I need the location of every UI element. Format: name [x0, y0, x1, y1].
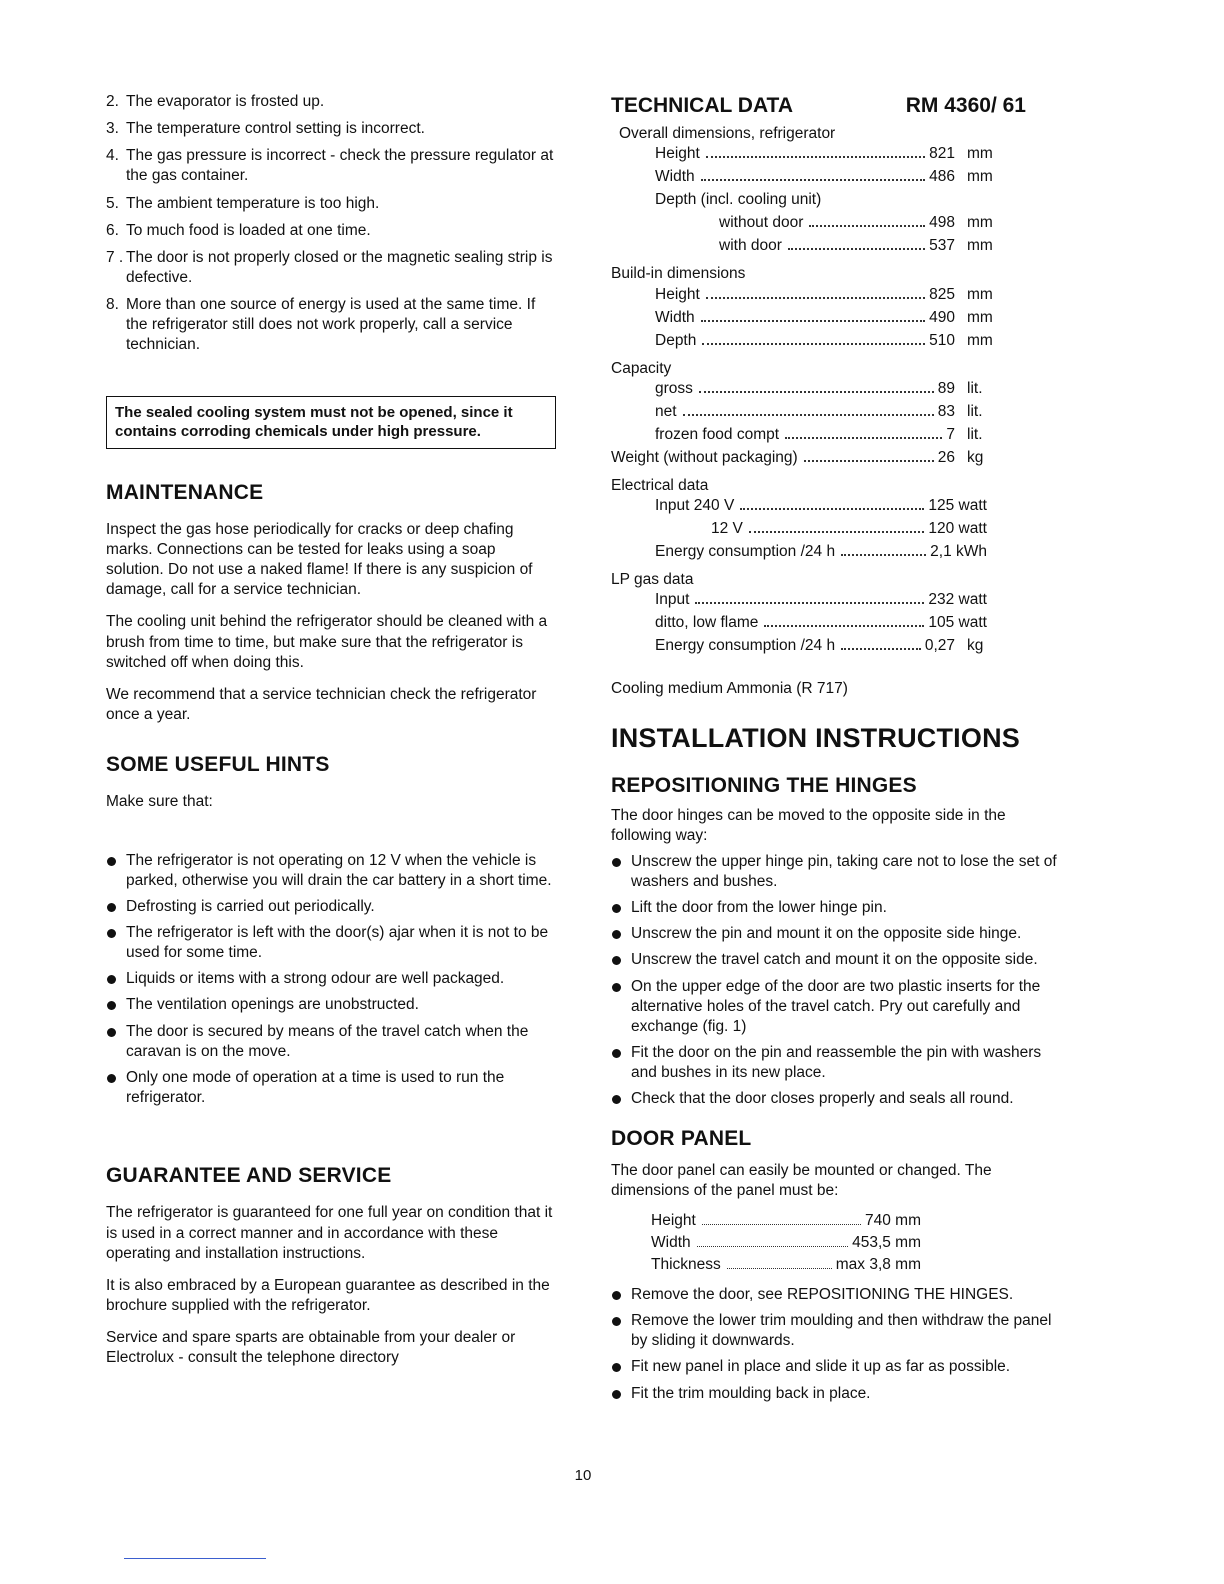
- spec-value: 490: [929, 308, 955, 326]
- hints-heading: SOME USEFUL HINTS: [106, 753, 330, 777]
- spec-unit: mm: [967, 285, 993, 303]
- spec-group-title: LP gas data: [611, 570, 694, 588]
- electrical-data: [611, 476, 1061, 565]
- spec-value: 510: [929, 331, 955, 349]
- spec-row: [611, 496, 987, 519]
- list-item: The refrigerator is left with the door(s) ajar when it is not to be used for some time.: [106, 923, 556, 963]
- spec-row: [611, 613, 987, 636]
- door-panel-intro: The door panel can easily be mounted or changed. The dimensions of the panel must be:: [611, 1161, 992, 1199]
- panel-dimensions: [611, 1211, 921, 1277]
- spec-value: 232 watt: [928, 591, 987, 608]
- spec-row: [611, 190, 1011, 213]
- spec-row: [611, 379, 1011, 402]
- list-item: [106, 119, 556, 139]
- spec-unit: mm: [967, 308, 993, 326]
- spec-label: ditto, low flame: [655, 614, 759, 631]
- spec-value: 740 mm: [865, 1211, 921, 1229]
- maintenance-paragraph: We recommend that a service technician check the refrigerator once a year.: [106, 685, 537, 723]
- spec-label: Energy consumption /24 h: [655, 637, 836, 654]
- footer-rule: [124, 1558, 266, 1559]
- maintenance-paragraph: The cooling unit behind the refrigerator should be cleaned with a brush from time to time, but make sure that the refrigerator is switched off when doing this.: [106, 613, 548, 671]
- list-item: Unscrew the pin and mount it on the opposite side hinge.: [611, 924, 1061, 944]
- spec-label: Weight (without packaging): [611, 448, 798, 466]
- warning-box: The sealed cooling system must not be opened, since it contains corroding chemicals under high pressure.: [106, 396, 556, 449]
- spec-group-title: Overall dimensions, refrigerator: [619, 125, 836, 143]
- list-item: Remove the door, see REPOSITIONING THE HINGES.: [611, 1285, 1061, 1305]
- item-number: 7 .: [106, 248, 124, 266]
- spec-value: 537: [929, 237, 955, 255]
- lp-gas-data: [611, 570, 1061, 659]
- installation-heading: INSTALLATION INSTRUCTIONS: [611, 723, 1020, 754]
- spec-value: 453,5 mm: [852, 1233, 921, 1251]
- spec-value: 89: [937, 379, 955, 397]
- spec-value: 7: [946, 425, 955, 443]
- guarantee-paragraph: It is also embraced by a European guarantee as described in the brochure supplied with the refrigerator.: [106, 1276, 550, 1314]
- spec-label: Thickness: [651, 1255, 721, 1273]
- troubleshooting-list: [106, 92, 556, 356]
- spec-unit: lit.: [967, 402, 983, 420]
- spec-row: [611, 144, 1011, 167]
- item-number: 6.: [106, 221, 119, 239]
- spec-label: Energy consumption /24 h: [655, 542, 836, 560]
- item-text: The evaporator is frosted up.: [126, 93, 325, 110]
- list-item: Defrosting is carried out periodically.: [106, 897, 556, 917]
- item-number: 4.: [106, 147, 119, 165]
- spec-unit: kg: [967, 637, 984, 654]
- list-item: [106, 221, 556, 241]
- page-number: 10: [574, 1467, 592, 1484]
- spec-unit: lit.: [967, 379, 983, 397]
- list-item: The ventilation openings are unobstructed.: [106, 995, 556, 1015]
- list-item: The door is secured by means of the travel catch when the caravan is on the move.: [106, 1022, 556, 1062]
- spec-group-title: Capacity: [611, 359, 672, 377]
- spec-row: [611, 636, 1011, 659]
- spec-label: 12 V: [711, 519, 743, 537]
- item-text: The gas pressure is incorrect - check the pressure regulator at the gas container.: [126, 147, 554, 185]
- list-item: [106, 295, 556, 355]
- spec-unit: mm: [967, 168, 993, 186]
- spec-row: [611, 236, 1011, 259]
- spec-row: [611, 402, 1011, 425]
- list-item: [106, 194, 556, 214]
- technical-data-header: [611, 92, 1026, 119]
- spec-value: 825: [929, 285, 955, 303]
- spec-unit: mm: [967, 331, 993, 349]
- spec-unit: mm: [967, 237, 993, 255]
- spec-label: frozen food compt: [655, 425, 780, 443]
- spec-row: [651, 1255, 921, 1277]
- hinges-intro: The door hinges can be moved to the opposite side in the following way:: [611, 806, 1006, 844]
- spec-row: [611, 331, 1011, 354]
- spec-row: [611, 167, 1011, 190]
- list-item: Only one mode of operation at a time is used to run the refrigerator.: [106, 1068, 556, 1108]
- spec-value: 821: [929, 145, 955, 163]
- spec-row: [611, 519, 987, 542]
- list-item: Fit new panel in place and slide it up as far as possible.: [611, 1357, 1061, 1377]
- spec-row: [611, 285, 1011, 308]
- spec-row: [611, 213, 1011, 236]
- list-item: [106, 92, 556, 112]
- item-number: 3.: [106, 120, 119, 138]
- spec-row: [611, 542, 987, 565]
- spec-row: [611, 590, 987, 613]
- spec-group-title: Build-in dimensions: [611, 265, 746, 283]
- guarantee-paragraph: Service and spare sparts are obtainable from your dealer or Electrolux - consult the telephone directory: [106, 1329, 516, 1367]
- list-item: The refrigerator is not operating on 12 V when the vehicle is parked, otherwise you will drain the car battery in a short time.: [106, 851, 556, 891]
- list-item: Liquids or items with a strong odour are well packaged.: [106, 969, 556, 989]
- list-item: On the upper edge of the door are two plastic inserts for the alternative holes of the travel catch. Pry out carefully and exchange (fig. 1): [611, 977, 1061, 1037]
- spec-value: max 3,8 mm: [835, 1255, 921, 1273]
- spec-label: with door: [719, 237, 782, 255]
- list-item: Unscrew the upper hinge pin, taking care not to lose the set of washers and bushes.: [611, 852, 1061, 892]
- spec-value: 26: [937, 448, 955, 466]
- spec-value: 120 watt: [928, 519, 987, 537]
- spec-label: gross: [655, 379, 693, 397]
- list-item: Check that the door closes properly and seals all round.: [611, 1089, 1061, 1109]
- technical-data-heading: TECHNICAL DATA: [611, 94, 793, 117]
- spec-value: 83: [937, 402, 955, 420]
- spec-unit: kg: [967, 448, 984, 466]
- spec-row: [651, 1233, 921, 1255]
- left-column: [106, 92, 556, 1380]
- list-item: Remove the lower trim moulding and then withdraw the panel by sliding it downwards.: [611, 1311, 1061, 1351]
- spec-label: Height: [655, 285, 700, 303]
- item-text: To much food is loaded at one time.: [126, 221, 371, 239]
- spec-label: Width: [651, 1233, 691, 1251]
- item-number: 5.: [106, 194, 119, 212]
- spec-label: Depth: [655, 331, 697, 349]
- list-item: Fit the trim moulding back in place.: [611, 1384, 1061, 1404]
- right-column: [611, 92, 1061, 1410]
- spec-row: [611, 425, 1011, 448]
- capacity: [611, 359, 1061, 471]
- spec-label: Height: [651, 1211, 696, 1229]
- spec-label: Input 240 V: [655, 496, 735, 514]
- spec-value: 498: [929, 214, 955, 232]
- spec-row: [611, 308, 1011, 331]
- maintenance-heading: MAINTENANCE: [106, 480, 264, 504]
- guarantee-heading: GUARANTEE AND SERVICE: [106, 1164, 392, 1188]
- door-panel-heading: DOOR PANEL: [611, 1127, 752, 1151]
- door-panel-list: [611, 1285, 1061, 1404]
- cooling-medium: Cooling medium Ammonia (R 717): [611, 680, 848, 697]
- model-number: RM 4360/ 61: [905, 94, 1026, 117]
- maintenance-paragraph: Inspect the gas hose periodically for cracks or deep chafing marks. Connections can be tested for leaks using a soap solution. Do not use a naked flame! If there is any suspicion of damage, call for a service technician.: [106, 520, 533, 599]
- spec-value: 125 watt: [928, 496, 987, 514]
- spec-value: 486: [929, 168, 955, 186]
- list-item: [106, 248, 556, 288]
- overall-dimensions: [611, 124, 1061, 259]
- list-item: Fit the door on the pin and reassemble the pin with washers and bushes in its new place.: [611, 1043, 1061, 1083]
- spec-label: Width: [655, 168, 695, 186]
- spec-row: [611, 448, 1011, 471]
- hinges-list: [611, 852, 1061, 1110]
- spec-unit: lit.: [967, 425, 983, 443]
- spec-label: without door: [719, 214, 804, 232]
- list-item: Unscrew the travel catch and mount it on the opposite side.: [611, 950, 1061, 970]
- buildin-dimensions: [611, 264, 1061, 353]
- spec-group-title: Electrical data: [611, 476, 709, 494]
- guarantee-paragraph: The refrigerator is guaranteed for one full year on condition that it is used in a correct manner and in accordance with these operating and installation instructions.: [106, 1204, 553, 1262]
- item-number: 8.: [106, 296, 119, 314]
- hints-intro: Make sure that:: [106, 793, 213, 811]
- item-text: The door is not properly closed or the magnetic sealing strip is defective.: [126, 248, 553, 286]
- spec-label: Width: [655, 308, 695, 326]
- spec-row: [651, 1211, 921, 1233]
- hinges-heading: REPOSITIONING THE HINGES: [611, 774, 917, 798]
- spec-label: Depth (incl. cooling unit): [655, 191, 822, 209]
- item-text: More than one source of energy is used at the same time. If the refrigerator still does not work properly, call a service technician.: [126, 296, 536, 354]
- item-number: 2.: [106, 93, 119, 110]
- hints-list: [106, 851, 556, 1109]
- spec-value: 0,27: [924, 637, 955, 654]
- spec-label: Height: [655, 145, 700, 163]
- item-text: The ambient temperature is too high.: [126, 194, 380, 212]
- spec-value: 105 watt: [928, 614, 987, 631]
- list-item: [106, 146, 556, 186]
- spec-label: net: [655, 402, 677, 420]
- spec-label: Input: [655, 591, 690, 608]
- item-text: The temperature control setting is incorrect.: [126, 120, 425, 138]
- spec-value: 2,1 kWh: [930, 542, 987, 560]
- spec-unit: mm: [967, 214, 993, 232]
- spec-unit: mm: [967, 145, 993, 163]
- list-item: Lift the door from the lower hinge pin.: [611, 898, 1061, 918]
